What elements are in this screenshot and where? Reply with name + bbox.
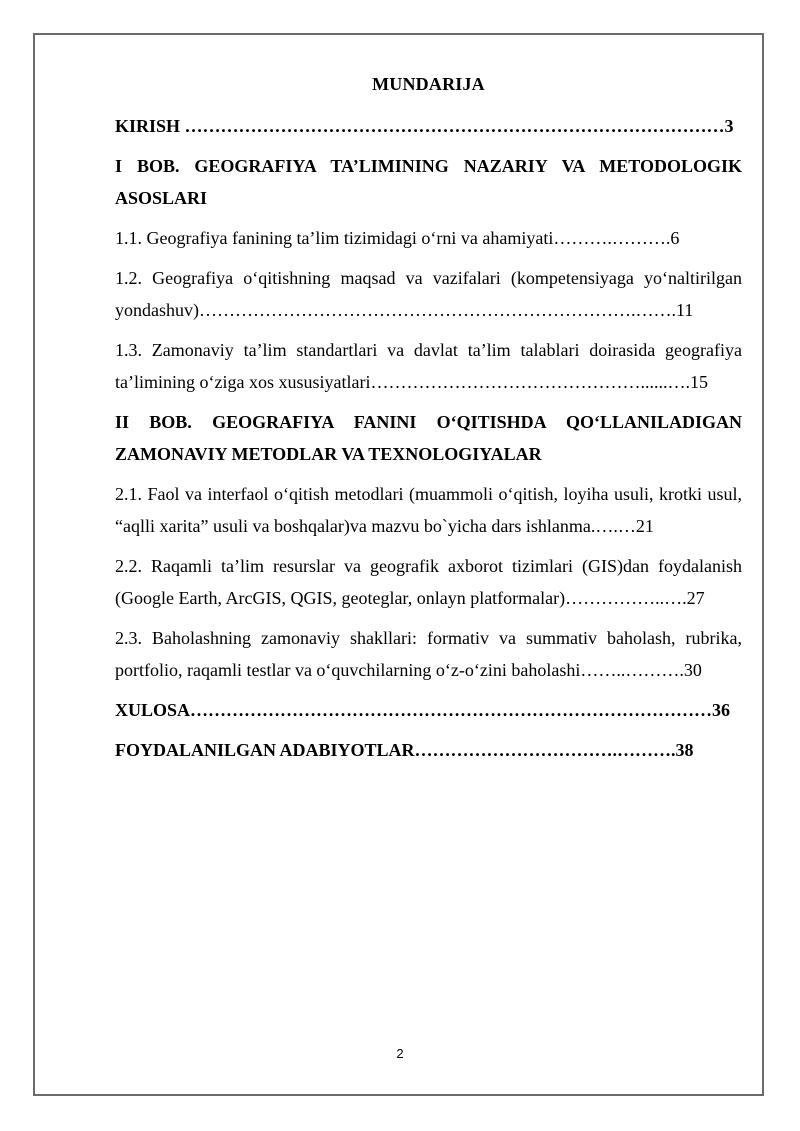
page-number: 2 [396,1046,404,1061]
toc-chapter-1-heading: I BOB. GEOGRAFIYA TA’LIMINING NAZARIY VA METODOLOGIK ASOSLARI [115,156,742,208]
toc-title: MUNDARIJA [372,74,485,94]
toc-entry-2-1: 2.1. Faol va interfaol o‘qitish metodlari (muammoli o‘qitish, loyiha usuli, krotki usul, “aqlli xarita” usuli va boshqalar)va mazvu bo`yicha dars ishlanma.….…21 [115,484,742,536]
toc-entry-1-1: 1.1. Geografiya fanining ta’lim tizimidagi o‘rni va ahamiyati……….……….6 [115,228,680,248]
toc-chapter-2-heading: II BOB. GEOGRAFIYA FANINI O‘QITISHDA QO‘LLANILADIGAN ZAMONAVIY METODLAR VA TEXNOLOGIYALAR [115,412,742,464]
table-of-contents [115,72,742,774]
toc-entry-kirish: KIRISH ………………………………………………………………………………3 [115,116,734,136]
toc-entry-1-2: 1.2. Geografiya o‘qitishning maqsad va vazifalari (kompetensiyaga yo‘naltirilgan yondashuv)……………………………………………………………….…….11 [115,268,742,320]
toc-entry-1-3: 1.3. Zamonaviy ta’lim standartlari va davlat ta’lim talablari doirasida geografiya ta’limining o‘ziga xos xususiyatlari………………………………………......….15 [115,340,742,392]
toc-entry-adabiyotlar: FOYDALANILGAN ADABIYOTLAR…………………………….……….38 [115,740,694,760]
toc-entry-2-2: 2.2. Raqamli ta’lim resurslar va geografik axborot tizimlari (GIS)dan foydalanish (Google Earth, ArcGIS, QGIS, geoteglar, onlayn platformalar)……………..….27 [115,556,742,608]
toc-entry-xulosa: XULOSA……………………………………………………………………………36 [115,700,731,720]
toc-entry-2-3: 2.3. Baholashning zamonaviy shakllari: formativ va summativ baholash, rubrika, portfolio, raqamli testlar va o‘quvchilarning o‘z-o‘zini baholashi……..……….30 [115,628,742,680]
